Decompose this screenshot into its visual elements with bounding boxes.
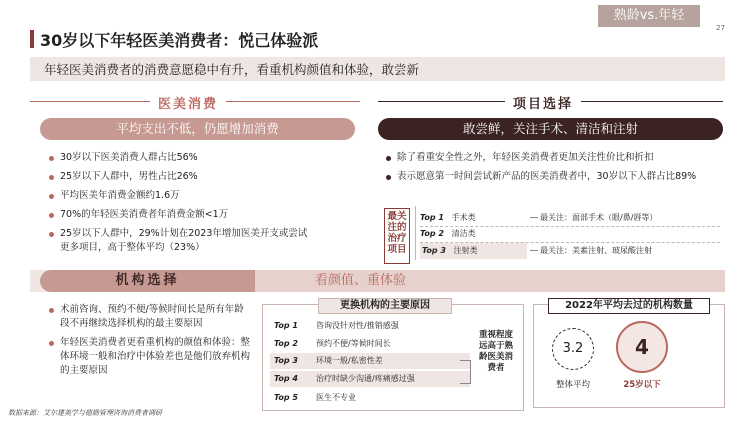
project-name: 注射类 — [453, 246, 478, 255]
project-row — [420, 226, 530, 242]
section-label-institution: 机构选择 — [115, 273, 180, 288]
project-name: 清洁类 — [451, 229, 476, 238]
reason-row — [270, 390, 470, 406]
list-item: 术前咨询、预约不便/等候时间长是所有年龄段不再继续选择机构的最主要原因 — [48, 303, 253, 331]
young-label: 25岁以下 — [623, 380, 661, 390]
spending-bullets — [48, 151, 313, 260]
bracket — [460, 360, 471, 384]
reasons-title: 更换机构的主要原因 — [318, 298, 452, 314]
rank: Top 1 — [420, 213, 444, 222]
list-item: 70%的年轻医美消费者年消费金额<1万 — [48, 208, 313, 222]
reason-row-highlight — [270, 371, 470, 387]
reason-text: 预约不便/等候时间长 — [316, 339, 391, 348]
reason-text: 环境一般/私密性差 — [316, 356, 383, 365]
list-item: 25岁以下人群中，29%计划在2023年增加医美开支或尝试更多项目，高于整体平均（23%） — [48, 227, 313, 255]
title-accent-bar — [30, 30, 34, 48]
list-item: 年轻医美消费者更看重机构的颜值和体验：整体环境一般和治疗中体验差也是他们放弃机构的主要原因 — [48, 336, 253, 378]
reason-text: 治疗时缺少沟通/疼痛感过强 — [316, 374, 415, 383]
spending-banner: 平均支出不低，仍愿增加消费 — [40, 118, 355, 140]
project-row-highlight — [420, 243, 527, 259]
list-item: 除了看重安全性之外，年轻医美消费者更加关注性价比和折扣 — [385, 151, 720, 165]
project-row — [420, 210, 530, 226]
connector — [530, 217, 538, 218]
rank: Top 1 — [274, 321, 298, 330]
rank: Top 3 — [422, 246, 446, 255]
rank: Top 2 — [420, 229, 444, 238]
page-subtitle: 年轻医美消费者的消费意愿稳中有升，看重机构颜值和体验，敢尝新 — [44, 62, 420, 77]
young-circle: 4 — [616, 321, 668, 373]
institution-banner: 看颜值、重体验 — [255, 270, 725, 292]
reasons-note: 重视程度远高于熟龄医美消费者 — [478, 330, 513, 373]
list-item: 平均医美年消费金额约1.6万 — [48, 189, 313, 203]
section-label-projects: 项目选择 — [505, 93, 581, 112]
institution-bullets — [48, 303, 253, 383]
reason-text: 咨询没针对性/推销感强 — [316, 321, 399, 330]
reason-row — [270, 336, 470, 352]
overall-circle: 3.2 — [552, 328, 594, 370]
rank: Top 3 — [274, 356, 298, 365]
project-name: 手术类 — [451, 213, 476, 222]
list-item: 25岁以下人群中，男性占比26% — [48, 170, 313, 184]
reason-row-highlight — [270, 353, 470, 369]
reason-row — [270, 318, 470, 334]
projects-banner: 敢尝鲜，关注手术、清洁和注射 — [378, 118, 723, 140]
focus-projects-label: 最关注的治疗项目 — [384, 208, 410, 264]
project-note: 最关注：美素注射、玻尿酸注射 — [540, 246, 652, 255]
reason-text: 医生不专业 — [316, 393, 356, 402]
rank: Top 5 — [274, 393, 298, 402]
project-note: 最关注：面部手术（眼/鼻/唇等） — [540, 213, 658, 222]
projects-bullets — [385, 151, 720, 189]
list-item: 表示愿意第一时间尝试新产品的医美消费者中，30岁以下人群占比89% — [385, 170, 720, 184]
list-item: 30岁以下医美消费人群占比56% — [48, 151, 313, 165]
comparison-tag[interactable]: 熟龄vs.年轻 — [598, 5, 700, 27]
divider — [415, 206, 416, 260]
rank: Top 4 — [274, 374, 298, 383]
connector — [530, 250, 538, 251]
page-title: 30岁以下年轻医美消费者：悦己体验派 — [40, 31, 319, 50]
avg-title: 2022年平均去过的机构数量 — [548, 298, 710, 314]
overall-label: 整体平均 — [555, 380, 590, 390]
footnote: 数据来源：艾尔建美学与德勤管理咨询消费者调研 — [8, 409, 162, 417]
page-number: 27 — [716, 24, 725, 32]
rank: Top 2 — [274, 339, 298, 348]
section-label-spending: 医美消费 — [150, 93, 226, 112]
